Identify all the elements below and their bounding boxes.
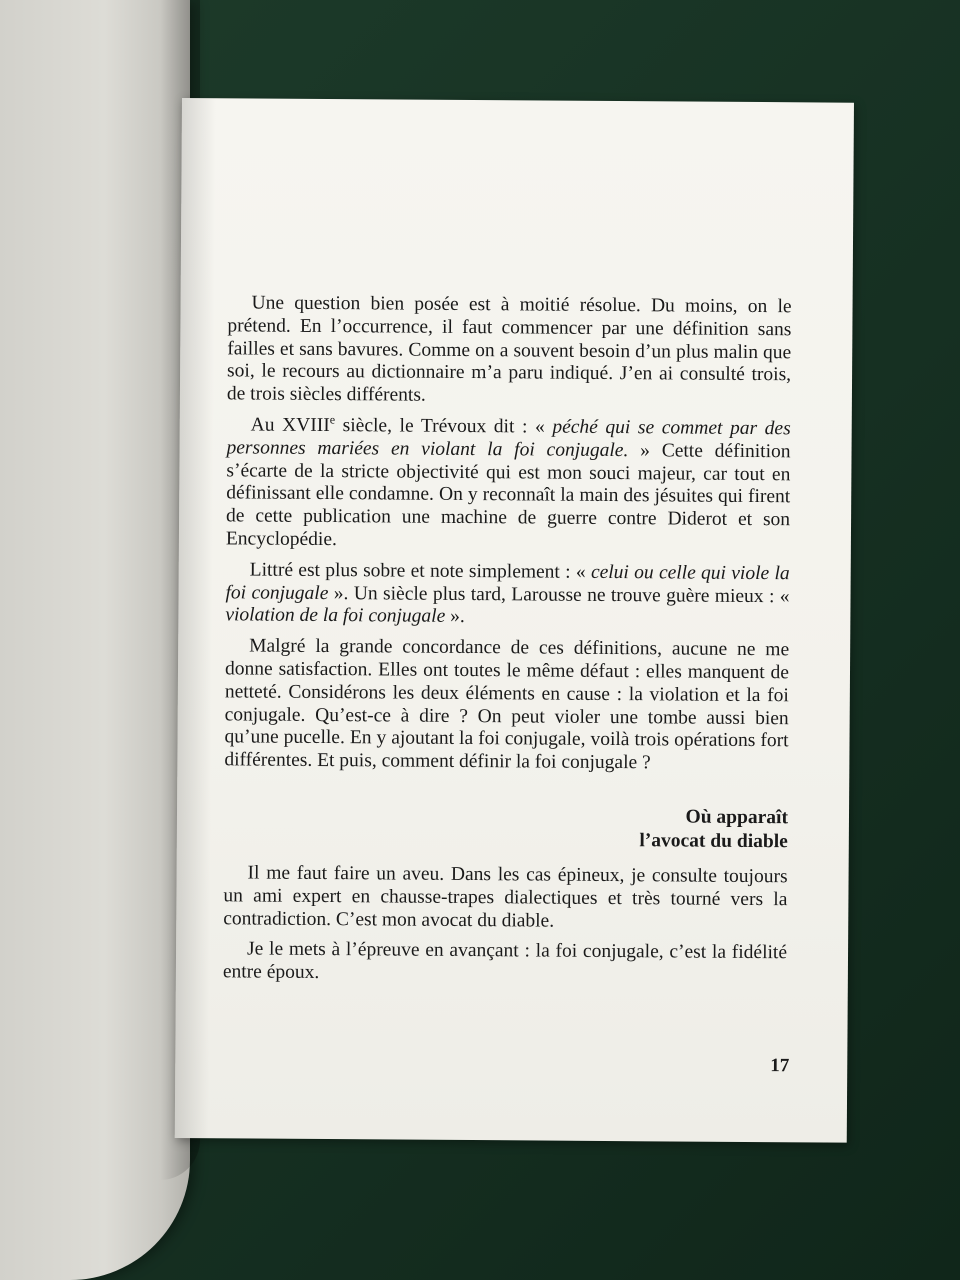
paragraph-p4: [224, 635, 789, 776]
text-run: Je le mets à l’épreuve en avançant : la foi conjugale, c’est la fidélité entre époux.: [222, 938, 788, 984]
text-run: ».: [445, 606, 465, 628]
body-text: [223, 292, 792, 996]
paragraph-p5: [223, 862, 787, 934]
text-run: » Cette définition s’écarte de la stricte objectivité qui est mon souci majeur, car tout en définissant elle condamne. On y reconnaît la main des jésuites qui firent de cette publication une machine de guerre contre Diderot et son Encyclopédie.: [225, 439, 791, 551]
section-heading-line-2: l’avocat du diable: [639, 830, 788, 853]
text-run: Une question bien posée est à moitié résolue. Du moins, on le prétend. En l’occurrence, il faut commencer par une définition sans failles et sans bavures. Comme on a souvent besoin d’un plus malin que soi, le recours au dictionnaire m’a paru indiqué. J’en ai consulté trois, de trois siècles différents.: [226, 292, 792, 406]
paragraphs-after-heading: [223, 862, 788, 988]
paragraph-p6: [223, 939, 787, 989]
page-number: 17: [770, 1055, 790, 1077]
italic-quote: celui ou celle qui viole la foi conjugale: [225, 561, 790, 604]
paragraph-p3: [225, 559, 789, 631]
text-run: Au XVIII: [250, 414, 330, 437]
italic-quote: péché qui se commet par des personnes mariées en violant la foi conjugale.: [226, 416, 791, 461]
paragraph-p2: [226, 414, 791, 555]
paragraph-p1: [227, 292, 792, 410]
text-run: Littré est plus sobre et note simplement : «: [249, 559, 592, 583]
superscript: e: [329, 412, 336, 427]
section-heading-line-1: Où apparaît: [685, 806, 789, 829]
book-page: [175, 98, 854, 1143]
text-run: Malgré la grande concordance de ces définitions, aucune ne me donne satisfaction. Elles ont toutes le même défaut : elles manquent de netteté. Considérons les deux éléments en cause : la violation et la foi conjugale. Qu’est-ce à dire ? On peut violer une tombe aussi bien qu’une pucelle. En y ajoutant la foi conjugale, voilà trois opérations fort différentes. Et puis, comment définir la foi conjugale ?: [224, 635, 790, 774]
paragraphs-before-heading: [224, 292, 791, 776]
italic-quote: violation de la foi conjugale: [225, 604, 446, 628]
text-run: siècle, le Trévoux dit : «: [335, 415, 553, 438]
text-run: Il me faut faire un aveu. Dans les cas épineux, je consulte toujours un ami expert en chausse-trapes dialectiques et très tourné vers la contradiction. C’est mon avocat du diable.: [223, 862, 788, 932]
text-run: ». Un siècle plus tard, Larousse ne trouve guère mieux : «: [328, 582, 790, 607]
page-gutter-shadow: [175, 98, 216, 1138]
section-heading: [224, 802, 788, 854]
